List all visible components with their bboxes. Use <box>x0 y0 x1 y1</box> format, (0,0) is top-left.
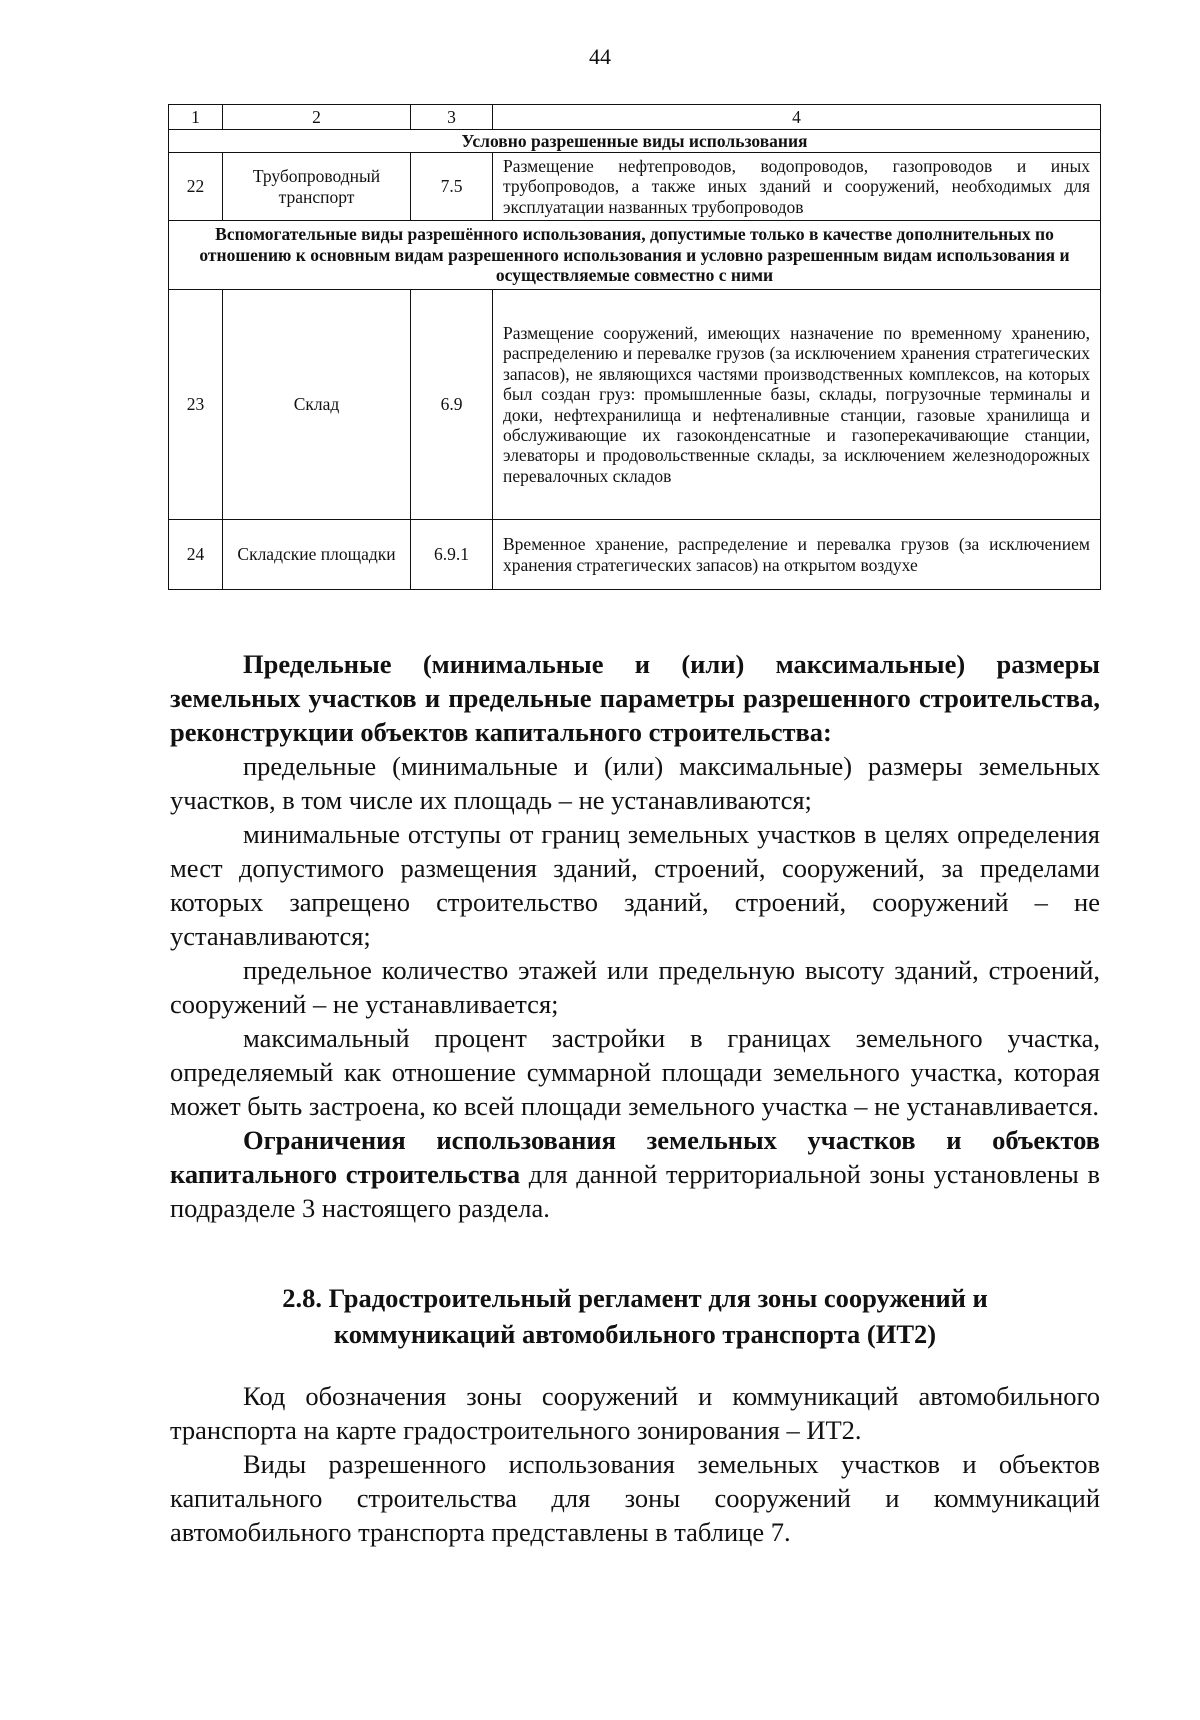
row-code: 6.9 <box>411 290 493 520</box>
subsection-title-line: коммуникаций автомобильного транспорта (ИТ2) <box>333 1319 937 1349</box>
row-code: 6.9.1 <box>411 520 493 590</box>
table-row <box>169 290 1101 520</box>
row-number: 22 <box>169 153 223 221</box>
table-header-cell: 2 <box>223 105 411 130</box>
restrictions-rest: для данной территориальной зоны установлены в подразделе 3 настоящего раздела. <box>170 1159 1100 1223</box>
table-section-row <box>169 130 1101 153</box>
limits-item: минимальные отступы от границ земельных участков в целях определения мест допустимого размещения зданий, строений, сооружений, за пределами которых запрещено строительство зданий, строений, сооружений – не устанавливаются; <box>170 819 1100 951</box>
restrictions-paragraph <box>170 1123 1100 1225</box>
row-description: Размещение сооружений, имеющих назначение по временному хранению, распределению и перевалке грузов (за исключением хранения стратегических запасов), не являющихся частями производственных комплексов, на которых был создан груз: промышленные базы, склады, погрузочные терминалы и доки, нефтехранилища и нефтеналивные станции, газовые хранилища и обслуживающие их газоконденсатные и газоперекачивающие станции, элеваторы и продовольственные склады, за исключением железнодорожных перевалочных складов <box>493 290 1101 520</box>
row-description: Временное хранение, распределение и перевалка грузов (за исключением хранения стратегических запасов) на открытом воздухе <box>493 520 1101 590</box>
section-title-conditional: Условно разрешенные виды использования <box>169 130 1101 153</box>
page-number: 44 <box>589 44 611 69</box>
subsection-title <box>170 1280 1100 1352</box>
table-header-cell: 4 <box>493 105 1101 130</box>
table-row <box>169 520 1101 590</box>
limits-heading: Предельные (минимальные и (или) максимальные) размеры земельных участков и предельные параметры разрешенного строительства, реконструкции объектов капитального строительства: <box>170 649 1100 747</box>
table-header-cell: 1 <box>169 105 223 130</box>
limits-section <box>170 647 1100 1225</box>
table-header-row <box>169 105 1101 130</box>
row-description: Размещение нефтепроводов, водопроводов, газопроводов и иных трубопроводов, а также иных зданий и сооружений, необходимых для эксплуатации названных трубопроводов <box>493 153 1101 221</box>
row-number: 24 <box>169 520 223 590</box>
limits-item: максимальный процент застройки в границах земельного участка, определяемый как отношение суммарной площади земельного участка, которая может быть застроена, ко всей площади земельного участка – не устанавливается. <box>170 1023 1100 1121</box>
table-section-row <box>169 221 1101 290</box>
limits-item: предельное количество этажей или предельную высоту зданий, строений, сооружений – не устанавливается; <box>170 955 1100 1019</box>
subsection-title-line: 2.8. Градостроительный регламент для зоны сооружений и <box>282 1283 988 1313</box>
row-name: Трубопроводный транспорт <box>223 153 411 221</box>
subsection-paragraph: Код обозначения зоны сооружений и коммуникаций автомобильного транспорта на карте градостроительного зонирования – ИТ2. <box>170 1381 1100 1445</box>
row-name: Складские площадки <box>223 520 411 590</box>
land-use-table <box>168 104 1101 590</box>
row-code: 7.5 <box>411 153 493 221</box>
table-row <box>169 153 1101 221</box>
subsection-body <box>170 1379 1100 1549</box>
row-number: 23 <box>169 290 223 520</box>
restrictions-bold: Ограничения использования земельных участков и объектов капитального строительства <box>170 1125 1100 1189</box>
table-header-cell: 3 <box>411 105 493 130</box>
limits-item: предельные (минимальные и (или) максимальные) размеры земельных участков, в том числе их площадь – не устанавливаются; <box>170 751 1100 815</box>
row-name: Склад <box>223 290 411 520</box>
subsection-paragraph: Виды разрешенного использования земельных участков и объектов капитального строительства для зоны сооружений и коммуникаций автомобильного транспорта представлены в таблице 7. <box>170 1449 1100 1547</box>
section-title-auxiliary: Вспомогательные виды разрешённого использования, допустимые только в качестве дополнительных по отношению к основным видам разрешенного использования и условно разрешенным видам использования и осуществляемые совместно с ними <box>169 221 1101 290</box>
